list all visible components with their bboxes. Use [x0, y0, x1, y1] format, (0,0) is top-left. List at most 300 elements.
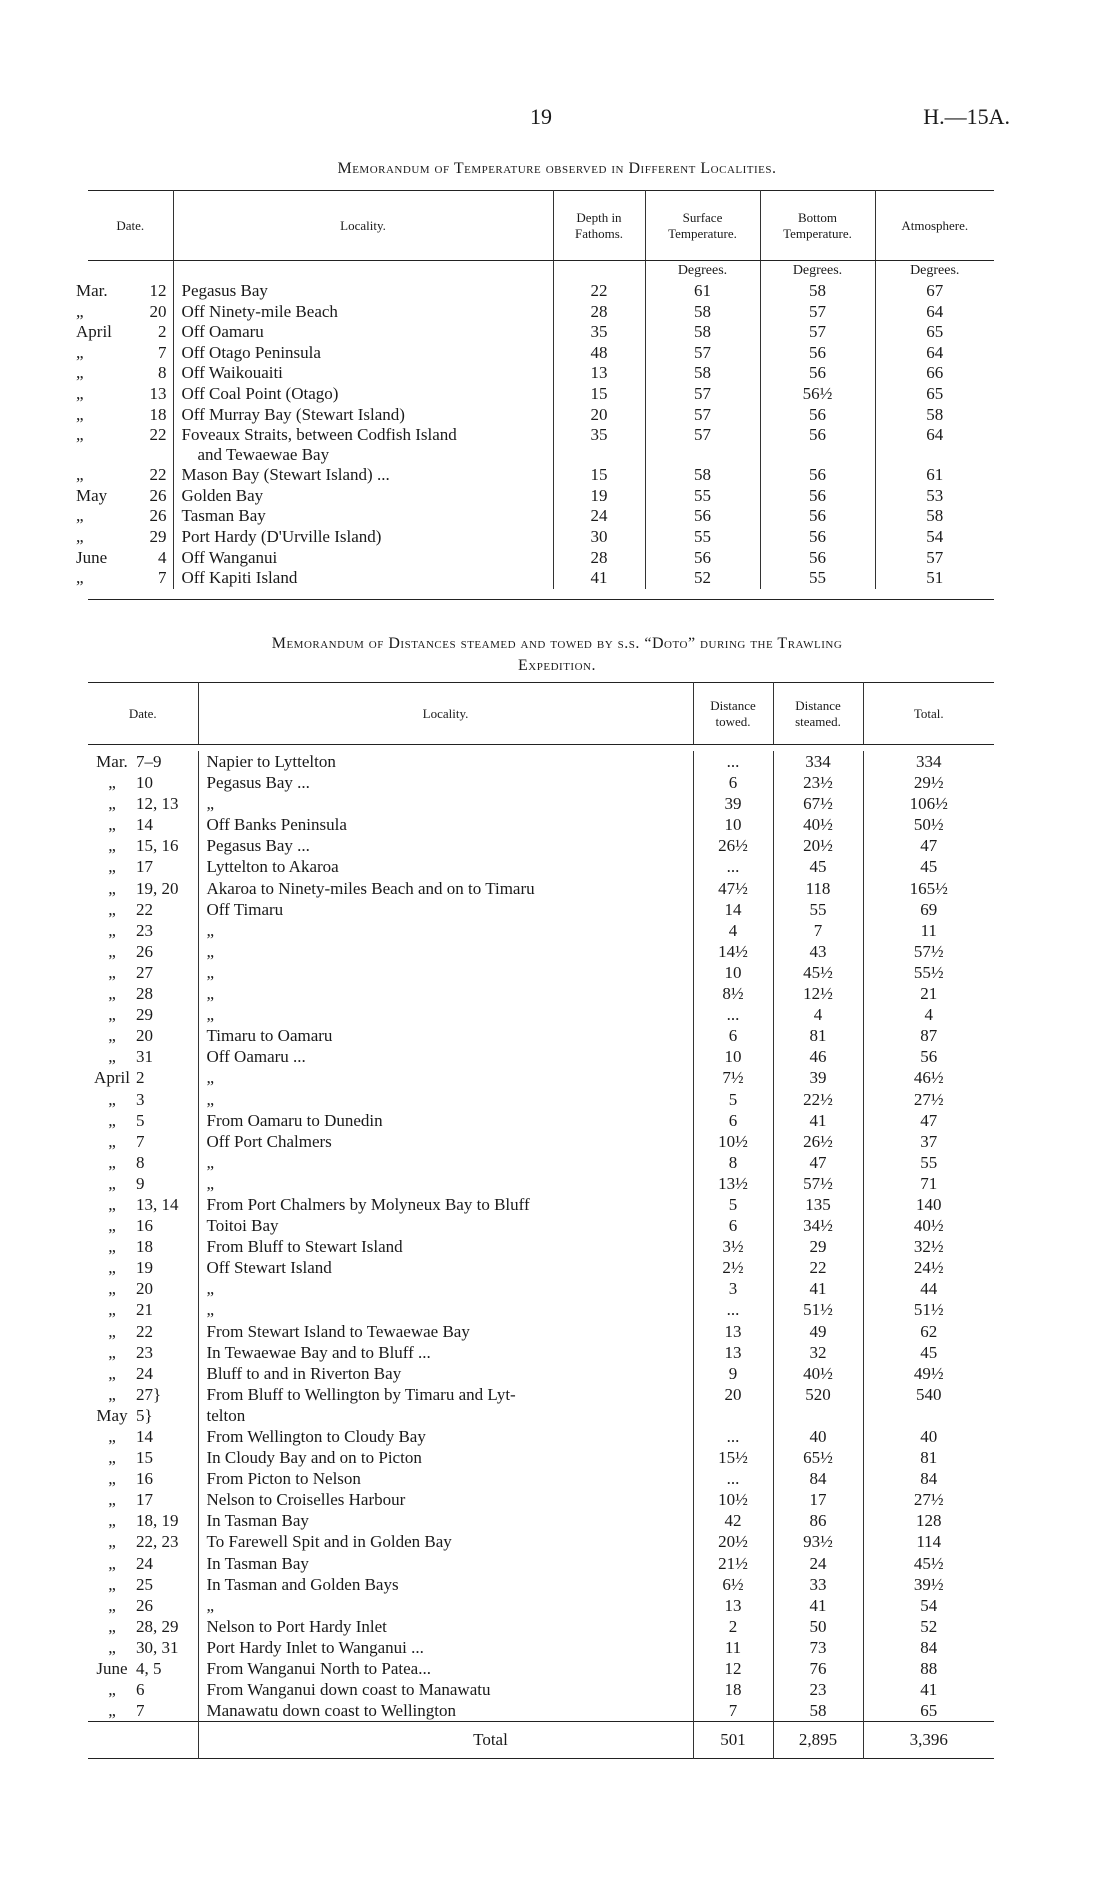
towed-cell: 6	[693, 772, 773, 793]
unit-locality	[173, 261, 553, 282]
table-row	[88, 1173, 994, 1194]
bottom-cell: 56	[760, 527, 875, 548]
table-row	[88, 1384, 994, 1405]
table-row	[88, 405, 994, 426]
locality-text: Tasman Bay	[181, 506, 266, 526]
locality-cell: Napier to Lyttelton	[198, 751, 693, 772]
total-steamed: 2,895	[773, 1722, 863, 1759]
locality-cell	[173, 384, 553, 405]
date-month: „	[108, 1216, 116, 1236]
total-cell: 106½	[863, 793, 994, 814]
depth-cell: 13	[553, 363, 645, 384]
table-row	[88, 1447, 994, 1468]
towed-cell: 10	[693, 1046, 773, 1067]
date-day: 22	[149, 425, 167, 445]
table-row	[88, 1089, 994, 1110]
surface-cell: 58	[645, 302, 760, 323]
steamed-cell: 32	[773, 1342, 863, 1363]
surface-cell: 55	[645, 486, 760, 507]
towed-cell: 18	[693, 1679, 773, 1700]
locality-text: Off Ninety-mile Beach	[181, 301, 338, 321]
locality-text: Off Oamaru	[181, 322, 264, 342]
table-row	[88, 1046, 994, 1067]
date-day: 18, 19	[136, 1511, 179, 1531]
atmosphere-cell: 58	[875, 506, 994, 527]
date-month: „	[108, 1194, 116, 1214]
towed-cell: ...	[693, 856, 773, 877]
date-day: 6	[136, 1680, 145, 1700]
towed-cell: 14½	[693, 941, 773, 962]
date-month: Mar.	[76, 281, 108, 300]
bottom-cell: 58	[760, 281, 875, 302]
date-month: „	[108, 920, 116, 940]
table-row	[88, 1700, 994, 1722]
total-cell: 27½	[863, 1089, 994, 1110]
locality-cell	[173, 568, 553, 589]
bottom-cell: 56	[760, 405, 875, 426]
depth-cell: 24	[553, 506, 645, 527]
table-row	[88, 281, 994, 302]
locality-cell: In Tasman Bay	[198, 1553, 693, 1574]
date-month: „	[108, 1532, 116, 1552]
locality-cell: „	[198, 1299, 693, 1320]
total-cell: 84	[863, 1637, 994, 1658]
towed-cell	[693, 1405, 773, 1426]
date-day: 16	[136, 1216, 153, 1236]
date-month: „	[76, 342, 84, 362]
atmosphere-cell: 58	[875, 405, 994, 426]
spacer-cell	[88, 589, 994, 600]
date-day: 19, 20	[136, 878, 179, 898]
depth-cell: 15	[553, 465, 645, 486]
date-day: 7	[158, 342, 167, 362]
table-row	[88, 1595, 994, 1616]
date-month: „	[108, 1173, 116, 1193]
table-row	[88, 772, 994, 793]
steamed-cell: 40	[773, 1426, 863, 1447]
locality-cell: From Bluff to Wellington by Timaru and Lyt-	[198, 1384, 693, 1405]
locality-cell: Off Port Chalmers	[198, 1131, 693, 1152]
locality-cell	[173, 506, 553, 527]
total-cell: 84	[863, 1468, 994, 1489]
date-cell	[76, 425, 173, 465]
date-day: 29	[149, 526, 167, 546]
date-day: 20	[136, 1026, 153, 1046]
table-row	[88, 1531, 994, 1552]
steamed-cell: 40½	[773, 814, 863, 835]
steamed-cell: 41	[773, 1595, 863, 1616]
date-month: „	[76, 425, 84, 445]
surface-cell: 58	[645, 465, 760, 486]
surface-cell: 57	[645, 384, 760, 405]
date-month: „	[108, 1448, 116, 1468]
date-day: 27}	[136, 1384, 162, 1404]
table-row	[88, 1299, 994, 1320]
locality-cell	[173, 281, 553, 302]
date-month: „	[76, 404, 84, 424]
depth-cell: 20	[553, 405, 645, 426]
atmosphere-cell: 65	[875, 322, 994, 343]
towed-cell: 10½	[693, 1489, 773, 1510]
steamed-cell: 93½	[773, 1531, 863, 1552]
date-day: 26	[136, 941, 153, 961]
towed-cell: 13	[693, 1595, 773, 1616]
table-row	[88, 363, 994, 384]
distances-table	[88, 682, 994, 1759]
locality-cell: „	[198, 962, 693, 983]
date-month: „	[76, 383, 84, 403]
date-day: 28	[136, 984, 153, 1004]
col-date: Date.	[88, 191, 173, 261]
locality-cell	[173, 405, 553, 426]
locality-cell: „	[198, 1067, 693, 1088]
total-cell: 65	[863, 1700, 994, 1722]
total-cell: 71	[863, 1173, 994, 1194]
col-date: Date.	[88, 683, 198, 745]
bottom-cell: 56	[760, 465, 875, 486]
locality-cell: telton	[198, 1405, 693, 1426]
total-cell: 49½	[863, 1363, 994, 1384]
locality-cell	[173, 302, 553, 323]
date-day: 12, 13	[136, 794, 179, 814]
col-locality: Locality.	[198, 683, 693, 745]
date-month: „	[108, 1110, 116, 1130]
table-row	[88, 1067, 994, 1088]
bottom-cell: 56	[760, 425, 875, 465]
date-month: „	[76, 568, 84, 588]
towed-cell: 47½	[693, 878, 773, 899]
table-row	[88, 1236, 994, 1257]
date-month: May	[96, 1405, 128, 1425]
towed-cell: 7½	[693, 1067, 773, 1088]
total-cell: 45	[863, 1342, 994, 1363]
date-day: 20	[149, 301, 167, 321]
towed-cell: 13	[693, 1321, 773, 1342]
total-total: 3,396	[863, 1722, 994, 1759]
steamed-cell: 334	[773, 751, 863, 772]
table-row	[88, 527, 994, 548]
date-day: 7	[158, 568, 167, 588]
bottom-cell: 56½	[760, 384, 875, 405]
steamed-cell: 17	[773, 1489, 863, 1510]
page-number: 19	[530, 104, 552, 129]
date-day: 5	[136, 1110, 145, 1130]
date-month: „	[108, 1553, 116, 1573]
depth-cell: 35	[553, 322, 645, 343]
locality-cell: Pegasus Bay ...	[198, 772, 693, 793]
date-month: June	[96, 1659, 128, 1679]
steamed-cell: 41	[773, 1110, 863, 1131]
table-row	[88, 1679, 994, 1700]
date-day: 12	[149, 281, 167, 300]
towed-cell: ...	[693, 1468, 773, 1489]
total-cell: 4	[863, 1004, 994, 1025]
towed-cell: 8½	[693, 983, 773, 1004]
total-cell	[863, 1405, 994, 1426]
locality-text: Off Wanganui	[181, 547, 278, 567]
date-month: „	[108, 1152, 116, 1172]
total-cell: 334	[863, 751, 994, 772]
date-day: 3	[136, 1089, 145, 1109]
bottom-cell: 56	[760, 363, 875, 384]
steamed-cell: 40½	[773, 1363, 863, 1384]
date-cell	[76, 383, 173, 405]
date-month: „	[108, 1701, 116, 1721]
total-cell: 540	[863, 1384, 994, 1405]
depth-cell: 48	[553, 343, 645, 364]
atmosphere-cell: 53	[875, 486, 994, 507]
steamed-cell: 47	[773, 1152, 863, 1173]
towed-cell: 7	[693, 1700, 773, 1722]
towed-cell: 6½	[693, 1574, 773, 1595]
steamed-cell: 118	[773, 878, 863, 899]
date-day: 22	[149, 465, 167, 485]
date-day: 25	[136, 1574, 153, 1594]
date-day: 26	[149, 506, 167, 526]
date-month: May	[76, 485, 108, 505]
towed-cell: ...	[693, 751, 773, 772]
table-row	[88, 983, 994, 1004]
total-cell: 40½	[863, 1215, 994, 1236]
total-cell: 50½	[863, 814, 994, 835]
locality-cell: „	[198, 793, 693, 814]
date-month: „	[108, 1047, 116, 1067]
towed-cell: 6	[693, 1110, 773, 1131]
date-month: „	[108, 1637, 116, 1657]
date-month: „	[76, 363, 84, 383]
total-cell: 21	[863, 983, 994, 1004]
atmosphere-cell: 64	[875, 302, 994, 323]
total-cell: 54	[863, 1595, 994, 1616]
unit-bottom: Degrees.	[760, 261, 875, 282]
date-month: Mar.	[96, 752, 128, 771]
table-row	[88, 962, 994, 983]
steamed-cell: 46	[773, 1046, 863, 1067]
table-row	[88, 1321, 994, 1342]
locality-cell: „	[198, 920, 693, 941]
table-row	[88, 1426, 994, 1447]
locality-text: Off Otago Peninsula	[181, 342, 321, 362]
date-day: 14	[136, 815, 153, 835]
date-day: 29	[136, 1005, 153, 1025]
locality-cell: Nelson to Croiselles Harbour	[198, 1489, 693, 1510]
steamed-cell: 51½	[773, 1299, 863, 1320]
table-row	[88, 941, 994, 962]
total-cell: 128	[863, 1510, 994, 1531]
towed-cell: 15½	[693, 1447, 773, 1468]
date-month: „	[108, 899, 116, 919]
date-cell	[76, 301, 173, 323]
steamed-cell: 7	[773, 920, 863, 941]
locality-cell: Port Hardy Inlet to Wanganui ...	[198, 1637, 693, 1658]
locality-cell	[173, 548, 553, 569]
table-row	[88, 751, 994, 772]
locality-text: Off Kapiti Island	[181, 568, 298, 588]
locality-cell: Off Timaru	[198, 899, 693, 920]
locality-cell: Toitoi Bay	[198, 1215, 693, 1236]
locality-cell: From Wanganui North to Patea...	[198, 1658, 693, 1679]
table-row	[88, 793, 994, 814]
locality-cell: „	[198, 1278, 693, 1299]
temperature-body	[76, 261, 994, 600]
distances-header-row	[88, 683, 994, 745]
date-month: „	[108, 1680, 116, 1700]
date-month: April	[76, 322, 112, 342]
date-day: 19	[136, 1258, 153, 1278]
towed-cell: 12	[693, 1658, 773, 1679]
table-row	[88, 856, 994, 877]
date-day: 28, 29	[136, 1616, 179, 1636]
towed-cell: 5	[693, 1089, 773, 1110]
table-row	[88, 1553, 994, 1574]
date-cell	[76, 342, 173, 364]
col-atmosphere: Atmosphere.	[875, 191, 994, 261]
date-day: 24	[136, 1363, 153, 1383]
bottom-cell: 57	[760, 322, 875, 343]
date-month: „	[108, 1363, 116, 1383]
atmosphere-cell: 51	[875, 568, 994, 589]
steamed-cell: 23½	[773, 772, 863, 793]
date-day: 4	[158, 547, 167, 567]
date-month: „	[76, 526, 84, 546]
table-row	[88, 568, 994, 589]
distances-title-line1: Memorandum of Distances steamed and towed by s.s. “Doto” during the Trawling	[271, 635, 843, 652]
locality-cell	[173, 363, 553, 384]
bottom-cell: 56	[760, 506, 875, 527]
towed-cell: 6	[693, 1025, 773, 1046]
date-month: „	[108, 1574, 116, 1594]
total-cell: 140	[863, 1194, 994, 1215]
locality-cell: From Wanganui down coast to Manawatu	[198, 1679, 693, 1700]
table-row	[88, 1215, 994, 1236]
total-cell: 57½	[863, 941, 994, 962]
depth-cell: 22	[553, 281, 645, 302]
steamed-cell: 22	[773, 1257, 863, 1278]
date-cell	[76, 404, 173, 426]
date-day: 18	[136, 1237, 153, 1257]
atmosphere-cell: 67	[875, 281, 994, 302]
steamed-cell: 57½	[773, 1173, 863, 1194]
date-day: 24	[136, 1553, 153, 1573]
date-cell	[76, 547, 173, 569]
steamed-cell: 26½	[773, 1131, 863, 1152]
locality-cell	[173, 486, 553, 507]
locality-text: Off Murray Bay (Stewart Island)	[181, 404, 405, 424]
surface-cell: 52	[645, 568, 760, 589]
date-month: „	[108, 984, 116, 1004]
table-row	[88, 1025, 994, 1046]
total-date-blank	[136, 1722, 198, 1759]
date-month: June	[76, 547, 108, 567]
steamed-cell: 22½	[773, 1089, 863, 1110]
locality-text: Mason Bay (Stewart Island) ...	[181, 465, 390, 485]
date-day: 15, 16	[136, 836, 179, 856]
total-cell: 41	[863, 1679, 994, 1700]
date-day: 2	[136, 1068, 145, 1088]
towed-cell: 5	[693, 1194, 773, 1215]
steamed-cell: 39	[773, 1067, 863, 1088]
date-month: „	[108, 962, 116, 982]
date-day: 26	[136, 1595, 153, 1615]
total-cell: 46½	[863, 1067, 994, 1088]
towed-cell: 11	[693, 1637, 773, 1658]
total-cell: 81	[863, 1447, 994, 1468]
date-month: „	[108, 773, 116, 793]
surface-cell: 61	[645, 281, 760, 302]
steamed-cell: 81	[773, 1025, 863, 1046]
locality-cell	[173, 322, 553, 343]
total-cell: 88	[863, 1658, 994, 1679]
total-cell: 24½	[863, 1257, 994, 1278]
locality-cell: Akaroa to Ninety-miles Beach and on to Timaru	[198, 878, 693, 899]
date-month: „	[108, 1342, 116, 1362]
atmosphere-cell: 64	[875, 425, 994, 465]
locality-cell: Off Stewart Island	[198, 1257, 693, 1278]
date-day: 22, 23	[136, 1532, 179, 1552]
date-day: 7–9	[136, 752, 162, 771]
date-month: „	[108, 1237, 116, 1257]
surface-cell: 58	[645, 322, 760, 343]
date-day: 17	[136, 1490, 153, 1510]
towed-cell: 13½	[693, 1173, 773, 1194]
total-cell: 87	[863, 1025, 994, 1046]
surface-cell: 56	[645, 548, 760, 569]
total-cell: 51½	[863, 1299, 994, 1320]
total-cell: 11	[863, 920, 994, 941]
date-day: 7	[136, 1701, 145, 1721]
locality-cell: Pegasus Bay ...	[198, 835, 693, 856]
atmosphere-cell: 54	[875, 527, 994, 548]
steamed-cell: 58	[773, 1700, 863, 1722]
total-cell: 69	[863, 899, 994, 920]
locality-text-cont: and Tewaewae Bay	[197, 445, 330, 465]
total-label: Total	[198, 1722, 693, 1759]
date-month: „	[108, 1595, 116, 1615]
date-month: „	[108, 1026, 116, 1046]
depth-cell: 19	[553, 486, 645, 507]
date-day: 27	[136, 962, 153, 982]
steamed-cell: 73	[773, 1637, 863, 1658]
locality-cell: To Farewell Spit and in Golden Bay	[198, 1531, 693, 1552]
table-row	[88, 384, 994, 405]
total-cell: 114	[863, 1531, 994, 1552]
date-day: 16	[136, 1469, 153, 1489]
date-day: 9	[136, 1173, 145, 1193]
date-day: 13	[149, 383, 167, 403]
total-cell: 62	[863, 1321, 994, 1342]
date-day: 13, 14	[136, 1194, 179, 1214]
date-month: „	[108, 836, 116, 856]
towed-cell: 42	[693, 1510, 773, 1531]
date-cell	[76, 506, 173, 527]
table-row	[88, 1489, 994, 1510]
unit-atmosphere: Degrees.	[875, 261, 994, 282]
date-month: „	[108, 1469, 116, 1489]
table-row	[88, 302, 994, 323]
towed-cell: ...	[693, 1004, 773, 1025]
steamed-cell: 45	[773, 856, 863, 877]
date-day: 23	[136, 920, 153, 940]
date-day: 23	[136, 1342, 153, 1362]
date-day: 8	[136, 1152, 145, 1172]
date-month: „	[108, 1321, 116, 1341]
total-cell: 55½	[863, 962, 994, 983]
steamed-cell: 65½	[773, 1447, 863, 1468]
table-row	[88, 1363, 994, 1384]
locality-cell: In Cloudy Bay and on to Picton	[198, 1447, 693, 1468]
bottom-cell: 55	[760, 568, 875, 589]
locality-cell: „	[198, 1004, 693, 1025]
